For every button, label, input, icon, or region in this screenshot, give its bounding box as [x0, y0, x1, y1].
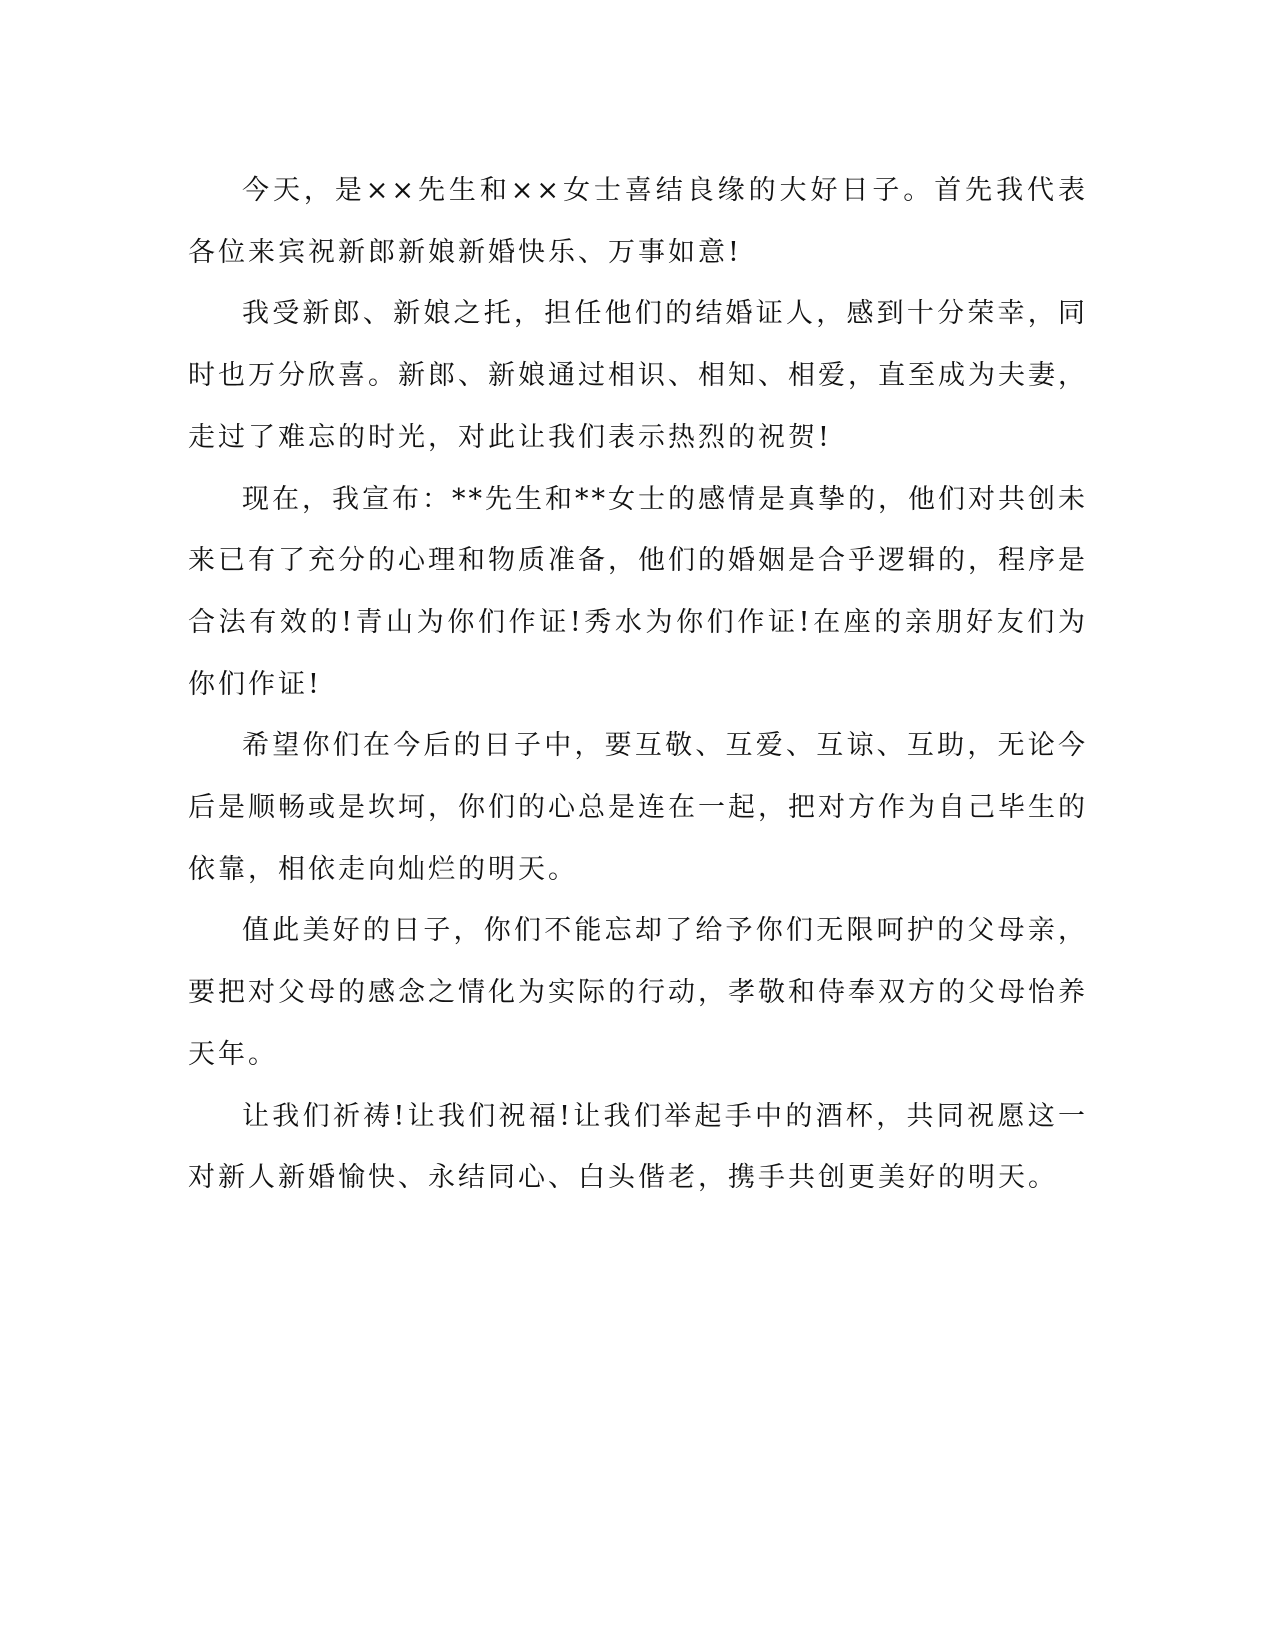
document-body — [188, 160, 1088, 1209]
paragraph-3: 现在，我宣布：**先生和**女士的感情是真挚的，他们对共创未来已有了充分的心理和物质准备，他们的婚姻是合乎逻辑的，程序是合法有效的!青山为你们作证!秀水为你们作证!在座的亲朋好友们为你们作证! — [188, 483, 1088, 700]
paragraph-2: 我受新郎、新娘之托，担任他们的结婚证人，感到十分荣幸，同时也万分欣喜。新郎、新娘通过相识、相知、相爱，直至成为夫妻，走过了难忘的时光，对此让我们表示热烈的祝贺! — [188, 298, 1088, 453]
paragraph-5: 值此美好的日子，你们不能忘却了给予你们无限呵护的父母亲，要把对父母的感念之情化为实际的行动，孝敬和侍奉双方的父母怡养天年。 — [188, 915, 1088, 1070]
paragraph-1: 今天，是××先生和××女士喜结良缘的大好日子。首先我代表各位来宾祝新郎新娘新婚快乐、万事如意! — [188, 175, 1088, 268]
paragraph-6: 让我们祈祷!让我们祝福!让我们举起手中的酒杯，共同祝愿这一对新人新婚愉快、永结同心、白头偕老，携手共创更美好的明天。 — [188, 1100, 1088, 1194]
paragraph-4: 希望你们在今后的日子中，要互敬、互爱、互谅、互助，无论今后是顺畅或是坎坷，你们的心总是连在一起，把对方作为自己毕生的依靠，相依走向灿烂的明天。 — [188, 730, 1088, 885]
